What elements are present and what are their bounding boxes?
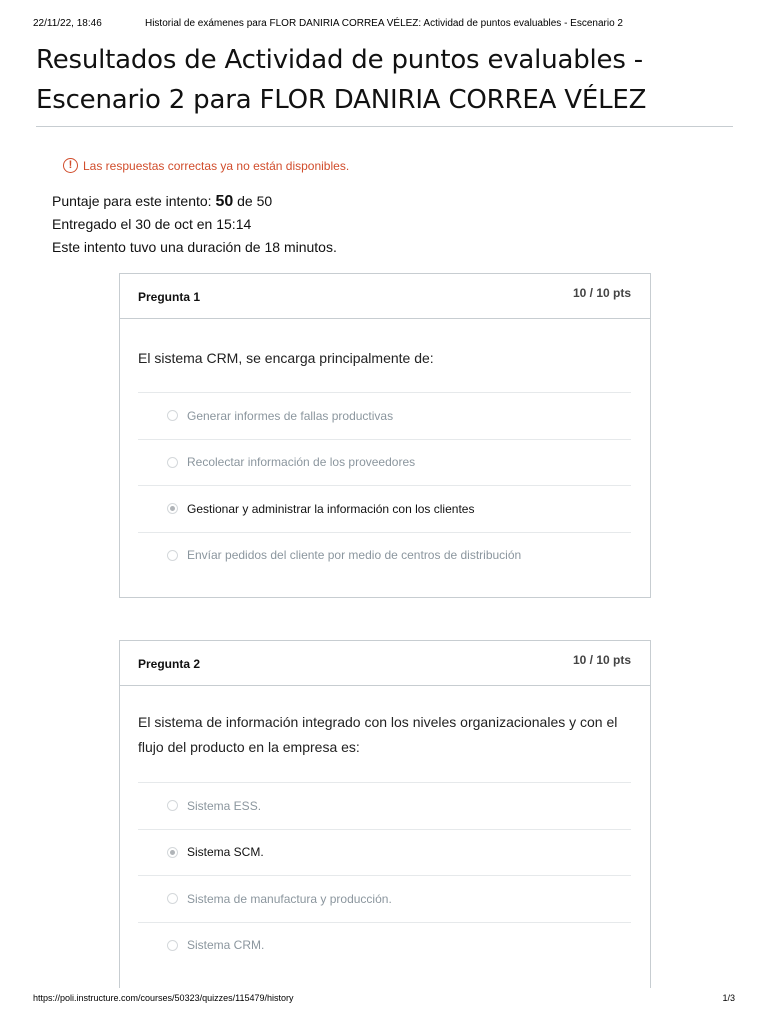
page-title	[36, 40, 736, 120]
answer-label: Sistema ESS.	[187, 798, 262, 813]
question-text: El sistema de información integrado con los niveles organizacionales y con el flujo del producto en la empresa es:	[138, 714, 618, 755]
question-points: 10 / 10 pts	[572, 653, 631, 667]
answer-label: Gestionar y administrar la información con los clientes	[187, 501, 475, 516]
radio-button-checked[interactable]	[167, 847, 178, 858]
print-header	[33, 18, 735, 32]
answer-option[interactable]	[138, 875, 631, 922]
answer-option-selected[interactable]	[138, 485, 631, 532]
warning-icon: !	[63, 158, 78, 173]
answer-label: Recolectar información de los proveedores	[187, 455, 416, 470]
answer-list	[138, 392, 631, 597]
page-url: https://poli.instructure.com/courses/50323/quizzes/115479/history	[33, 993, 294, 1003]
answer-list	[138, 782, 631, 968]
print-date: 22/11/22, 18:46	[33, 18, 102, 29]
radio-button[interactable]	[167, 410, 178, 421]
question-points: 10 / 10 pts	[572, 286, 631, 300]
question-header	[120, 641, 650, 686]
radio-button[interactable]	[167, 550, 178, 561]
score-suffix: de 50	[233, 193, 273, 209]
score-value: 50	[215, 193, 234, 210]
answer-option[interactable]	[138, 532, 631, 579]
submitted-line: Entregado el 30 de oct en 15:14	[52, 216, 252, 232]
score-prefix: Puntaje para este intento:	[52, 193, 216, 209]
duration-line: Este intento tuvo una duración de 18 minutos.	[52, 239, 337, 255]
answer-option[interactable]	[138, 782, 631, 829]
question-header	[120, 274, 650, 319]
notice-text: Las respuestas correctas ya no están disponibles.	[83, 158, 350, 173]
question-card-1	[119, 273, 651, 598]
attempt-summary	[52, 190, 337, 259]
radio-button[interactable]	[167, 893, 178, 904]
radio-button[interactable]	[167, 457, 178, 468]
answer-label: Sistema SCM.	[187, 845, 264, 860]
question-name: Pregunta 1	[138, 290, 201, 304]
page-title-line-1: Resultados de Actividad de puntos evaluables -	[36, 45, 643, 75]
radio-button[interactable]	[167, 800, 178, 811]
answers-unavailable-notice	[63, 158, 349, 173]
radio-button-checked[interactable]	[167, 503, 178, 514]
answer-option-selected[interactable]	[138, 829, 631, 876]
answer-label: Sistema de manufactura y producción.	[187, 891, 392, 906]
answer-label: Sistema CRM.	[187, 938, 265, 953]
question-text: El sistema CRM, se encarga principalmente de:	[138, 350, 434, 366]
print-title: Historial de exámenes para FLOR DANIRIA CORREA VÉLEZ: Actividad de puntos evaluables - Escenario 2	[144, 18, 623, 29]
title-divider	[36, 126, 733, 127]
page-number: 1/3	[722, 993, 735, 1003]
question-card-2	[119, 640, 651, 988]
answer-option[interactable]	[138, 922, 631, 969]
question-name: Pregunta 2	[138, 657, 201, 671]
answer-option[interactable]	[138, 439, 631, 486]
radio-button[interactable]	[167, 940, 178, 951]
answer-option[interactable]	[138, 392, 631, 439]
answer-label: Envíar pedidos del cliente por medio de centros de distribución	[187, 548, 522, 563]
answer-label: Generar informes de fallas productivas	[187, 408, 394, 423]
page-title-line-2: Escenario 2 para FLOR DANIRIA CORREA VÉLEZ	[36, 85, 647, 115]
score-line	[52, 190, 337, 213]
